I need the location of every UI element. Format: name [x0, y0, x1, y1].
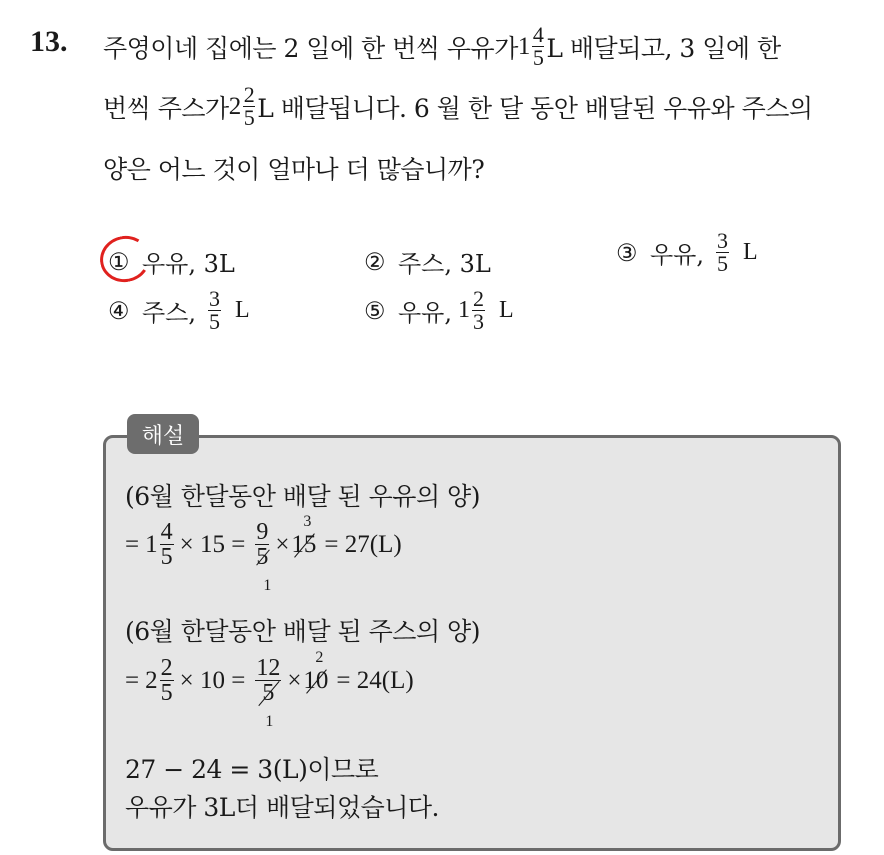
cancelled-denominator: 5 [256, 544, 269, 570]
question-text: L 배달됩니다. 6 월 한 달 동안 배달된 우유와 주스의 [257, 93, 813, 123]
result: = 24(L) [336, 666, 414, 694]
result: = 27(L) [324, 530, 402, 558]
choice-text: 주스, 3L [398, 250, 491, 278]
times-sign: × [275, 530, 290, 558]
denominator: 5 [160, 680, 173, 706]
denominator: 5 [717, 251, 728, 276]
mixed-number-whole: 1 [458, 297, 470, 323]
equals-sign: = [125, 530, 140, 558]
cancel-group [303, 648, 329, 695]
choice-marker: ② [364, 247, 386, 276]
fraction [716, 230, 729, 275]
denominator: 5 [209, 309, 220, 334]
choice-text: 우유, 3L [142, 250, 235, 278]
reduced-denominator: 1 [265, 713, 274, 730]
choice-marker: ① [108, 247, 130, 276]
question-number: 13. [30, 25, 68, 58]
milk-equation [125, 512, 402, 594]
fraction [160, 520, 174, 569]
choice-marker: ④ [108, 296, 130, 325]
denominator: 5 [243, 105, 255, 130]
question-text: 주영이네 집에는 2 일에 한 번씩 우유가 [103, 33, 518, 63]
choice-4[interactable] [108, 288, 250, 333]
solution-tag: 해설 [127, 414, 199, 454]
multiply-expression: × 15 = [179, 530, 246, 558]
denominator: 5 [532, 45, 544, 70]
unit: L [743, 239, 758, 265]
fraction [243, 84, 256, 129]
times-sign: × [287, 666, 302, 694]
question-text: L 배달되고, 3 일에 한 [546, 33, 781, 63]
cancelled-value: 10 [303, 666, 329, 694]
choice-text: 주스, [142, 299, 196, 327]
numerator: 2 [243, 82, 255, 107]
choice-2[interactable] [364, 244, 491, 279]
difference-line: 27 − 24 = 3(L)이므로 [125, 755, 379, 784]
choice-marker: ⑤ [364, 296, 386, 325]
numerator: 3 [717, 228, 728, 253]
numerator: 4 [532, 22, 544, 47]
juice-equation [125, 648, 414, 730]
numerator: 2 [473, 286, 484, 311]
fraction [255, 519, 272, 594]
equals-sign: = [125, 666, 140, 694]
unit: L [499, 297, 514, 323]
reduced-denominator: 1 [263, 577, 272, 594]
juice-heading: (6월 한달동안 배달 된 주스의 양) [125, 617, 480, 646]
choice-5[interactable] [364, 288, 514, 333]
reduced-value: 3 [303, 512, 312, 530]
mixed-number-whole: 2 [145, 666, 158, 694]
cancelled-value: 15 [291, 530, 317, 558]
fraction [532, 24, 545, 69]
denominator: 5 [160, 544, 173, 570]
numerator: 2 [160, 655, 173, 681]
numerator: 4 [160, 519, 173, 545]
mixed-number-whole: 1 [517, 32, 530, 60]
mixed-number-whole: 1 [145, 530, 158, 558]
question-line-1 [103, 24, 781, 69]
mixed-number-whole: 2 [228, 92, 241, 120]
milk-heading: (6월 한달동안 배달 된 우유의 양) [125, 482, 480, 511]
question-line-2 [103, 84, 813, 129]
choice-1[interactable] [108, 244, 235, 279]
fraction [208, 288, 221, 333]
numerator: 3 [209, 286, 220, 311]
choice-text: 우유, [398, 299, 452, 327]
multiply-expression: × 10 = [179, 666, 246, 694]
cancelled-denominator: 5 [255, 681, 281, 705]
unit: L [235, 297, 250, 323]
cancel-group [291, 512, 317, 559]
conclusion-line: 우유가 3L더 배달되었습니다. [125, 793, 439, 822]
question-line-3: 양은 어느 것이 얼마나 더 많습니까? [103, 155, 485, 184]
fraction [160, 656, 174, 705]
choice-3[interactable] [616, 230, 758, 275]
reduced-value: 2 [315, 648, 324, 666]
denominator: 3 [473, 309, 484, 334]
numerator: 9 [256, 519, 269, 545]
fraction [472, 288, 485, 333]
numerator: 12 [256, 655, 281, 681]
question-text: 번씩 주스가 [103, 93, 229, 123]
choice-text: 우유, [650, 241, 704, 269]
choice-marker: ③ [616, 238, 638, 267]
fraction [255, 655, 281, 730]
